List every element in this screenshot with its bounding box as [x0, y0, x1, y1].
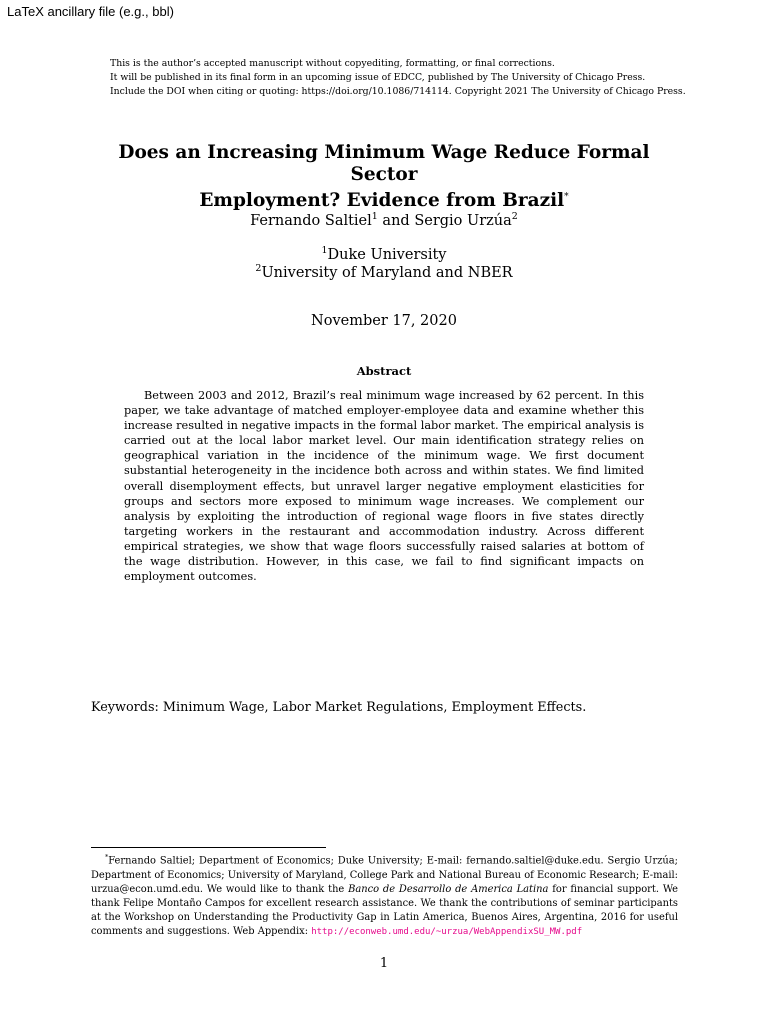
keywords: Keywords: Minimum Wage, Labor Market Regulations, Employment Effects. [91, 700, 587, 715]
footnote-text: Fernando Saltiel; Department of Economics; Duke University; E-mail: fernando.saltiel@duke.edu. Sergio Urzúa; Department of Economics; University of Maryland, College Park and National Bureau of Economic Research; E-mail: urzua@econ.umd.edu. We would like to thank the [91, 855, 678, 895]
title-footnote-mark[interactable]: * [564, 192, 569, 202]
page-number: 1 [379, 956, 389, 971]
footnote-funder: Banco de Desarrollo de America Latina [348, 883, 549, 895]
affiliations [0, 246, 768, 282]
notice-line: Include the DOI when citing or quoting: https://doi.org/10.1086/714114. Copyright 2021 The University of Chicago Press. [110, 86, 686, 97]
web-appendix-link[interactable]: http://econweb.umd.edu/~urzua/WebAppendixSU_MW.pdf [311, 927, 583, 938]
affiliation: $^1$Duke University [321, 245, 447, 263]
author-name: Sergio Urzúa [414, 213, 512, 229]
paper-title [100, 142, 668, 212]
footnote-mark: * [105, 853, 109, 861]
abstract-heading: Abstract [356, 364, 412, 378]
footnote-divider [91, 847, 326, 848]
title-line-2: Employment? Evidence from Brazil* [199, 190, 569, 212]
notice-line: This is the author’s accepted manuscript without copyediting, formatting, or final corrections. [110, 58, 555, 69]
footnote-text: for financial support. We thank Felipe Montaño Campos for excellent research assistance. We thank the contributions of seminar participants at the Workshop on Understanding the Productivity Gap in Latin America, Buenos Aires, Argentina, 2016 for useful comments and suggestions. Web Appendix: [91, 883, 679, 938]
file-type-label: LaTeX ancillary file (e.g., bbl) [7, 4, 174, 19]
footnote [91, 850, 678, 940]
notice-line: It will be published in its final form in an upcoming issue of EDCC, published by The University of Chicago Press. [110, 72, 646, 83]
author-affil-mark: 1 [371, 211, 378, 223]
abstract-text: Between 2003 and 2012, Brazil’s real minimum wage increased by 62 percent. In this paper, we take advantage of matched employer-employee data and examine whether this increase resulted in negative impacts in the formal labor market. The empirical analysis is carried out at the local labor market level. Our main identification strategy relies on geographical variation in the incidence of the minimum wage. We first document substantial heterogeneity in the incidence both across and within states. We find limited overall disemployment effects, but unravel larger negative employment elasticities for groups and sectors more exposed to minimum wage increases. We complement our analysis by exploiting the introduction of regional wage floors in five states directly targeting workers in the restaurant and accommodation industry. Across different empirical strategies, we show that wage floors successfully raised salaries at bottom of the wage distribution. However, in this case, we fail to find significant impacts on employment outcomes. [124, 389, 644, 584]
publisher-notice [110, 57, 710, 99]
title-line-1: Does an Increasing Minimum Wage Reduce Formal Sector [118, 142, 650, 185]
author-name: Fernando Saltiel [250, 213, 372, 229]
author-affil-mark: 2 [511, 211, 518, 223]
author-list [0, 213, 768, 229]
paper-date: November 17, 2020 [311, 313, 457, 329]
affiliation: $^2$University of Maryland and NBER [255, 263, 513, 281]
author-connector: and [377, 213, 415, 229]
